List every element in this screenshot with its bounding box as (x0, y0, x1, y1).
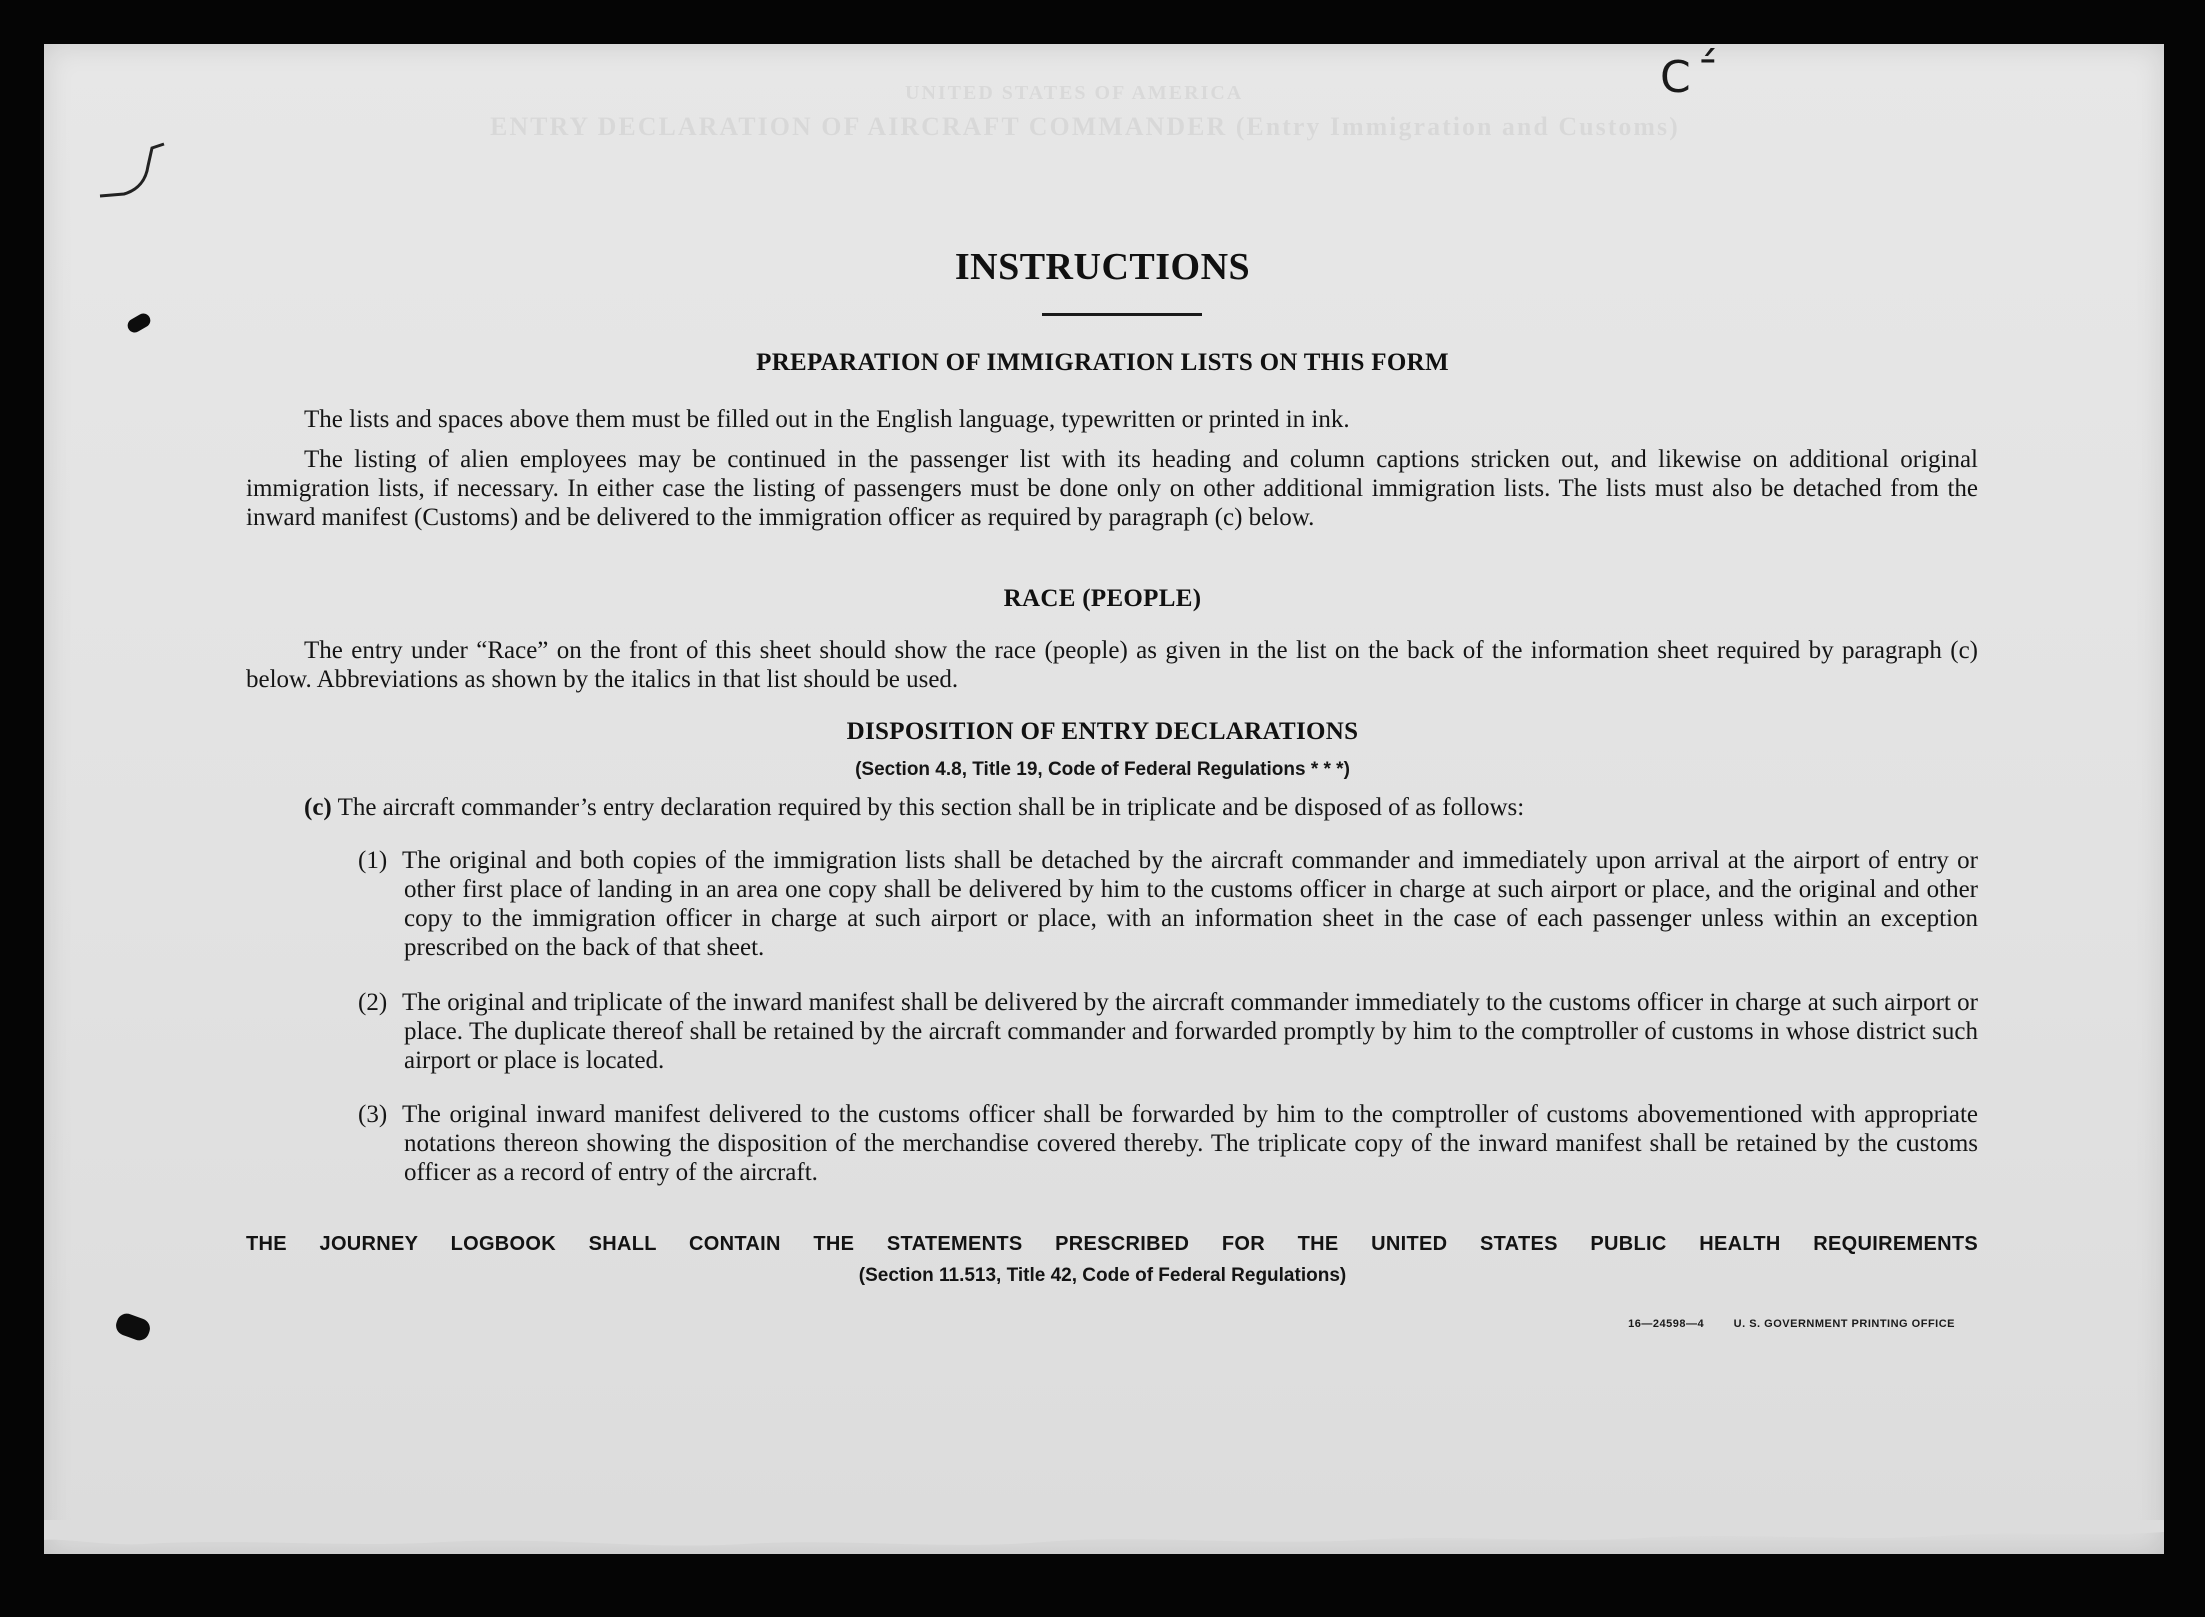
list-item (358, 846, 1978, 962)
section-heading-preparation: PREPARATION OF IMMIGRATION LISTS ON THIS FORM (756, 349, 1449, 376)
bleed-through-line-2: ENTRY DECLARATION OF AIRCRAFT COMMANDER (Entry Immigration and Customs) (490, 112, 1680, 141)
title-underline (1042, 313, 1202, 316)
item-2-text: The original and triplicate of the inward manifest shall be delivered by the aircraft commander immediately to the customs officer in charge at such airport or place. The duplicate thereof shall be retained by the aircraft commander and forwarded promptly by him to the comptroller of customs in whose district such airport or place is located. (402, 989, 1978, 1074)
item-3-text: The original inward manifest delivered to the customs officer shall be forwarded by him to the comptroller of customs abovementioned with appropriate notations thereon showing the disposition of the merchandise covered thereby. The triplicate copy of the inward manifest shall be retained by the customs officer as a record of entry of the aircraft. (402, 1101, 1978, 1186)
disposition-citation: (Section 4.8, Title 19, Code of Federal Regulations * * *) (855, 759, 1350, 780)
section-heading-race: RACE (PEOPLE) (1003, 585, 1202, 612)
page-title: INSTRUCTIONS (954, 246, 1251, 288)
item-1-text: The original and both copies of the immigration lists shall be detached by the aircraft commander and immediately upon arrival at the airport of entry or other first place of landing in an area one copy shall be delivered by him to the customs officer in charge at such airport or place, and the original and other copy to the immigration officer in charge at such airport or place, with an information sheet in the case of each passenger unless within an exception prescribed on the back of that sheet. (402, 847, 1978, 961)
clause-c-text: The aircraft commander’s entry declaration required by this section shall be in triplicate and be disposed of as follows: (337, 794, 1525, 821)
clause-c (304, 793, 1978, 822)
handwritten-mark: С ̄́ (1660, 52, 1733, 103)
paragraph-race-entry: The entry under “Race” on the front of this sheet should show the race (people) as given in the list on the back of the information sheet required by paragraph (c) below. Abbreviations as shown by the italics in that list should be used. (246, 637, 1978, 693)
printer-name: U. S. GOVERNMENT PRINTING OFFICE (1733, 1318, 1955, 1330)
public-health-citation: (Section 11.513, Title 42, Code of Federal Regulations) (858, 1265, 1347, 1286)
printer-code: 16—24598—4 (1628, 1318, 1705, 1330)
list-item (358, 1100, 1978, 1187)
bleed-through-line-1: UNITED STATES OF AMERICA (905, 82, 1244, 104)
list-item (358, 988, 1978, 1075)
item-2-marker: (2) (358, 989, 388, 1016)
paragraph-alien-employees: The listing of alien employees may be continued in the passenger list with its heading and column captions stricken out, and likewise on additional original immigration lists, if necessary. In either case the listing of passengers must be done only on other additional immigration lists. The lists must also be detached from the inward manifest (Customs) and be delivered to the immigration officer as required by paragraph (c) below. (246, 446, 1978, 531)
item-3-marker: (3) (358, 1101, 388, 1128)
section-heading-disposition: DISPOSITION OF ENTRY DECLARATIONS (846, 718, 1359, 745)
printer-imprint (1600, 1318, 1955, 1330)
paragraph-english-language: The lists and spaces above them must be filled out in the English language, typewritten or printed in ink. (304, 406, 1350, 433)
pencil-scribble-mark (86, 136, 176, 206)
item-1-marker: (1) (358, 847, 388, 874)
clause-c-marker: (c) (304, 794, 332, 821)
public-health-notice: THE JOURNEY LOGBOOK SHALL CONTAIN THE STATEMENTS PRESCRIBED FOR THE UNITED STATES PUBLIC HEALTH REQUIREMENTS (246, 1233, 1978, 1255)
torn-bottom-edge (44, 1520, 2164, 1560)
